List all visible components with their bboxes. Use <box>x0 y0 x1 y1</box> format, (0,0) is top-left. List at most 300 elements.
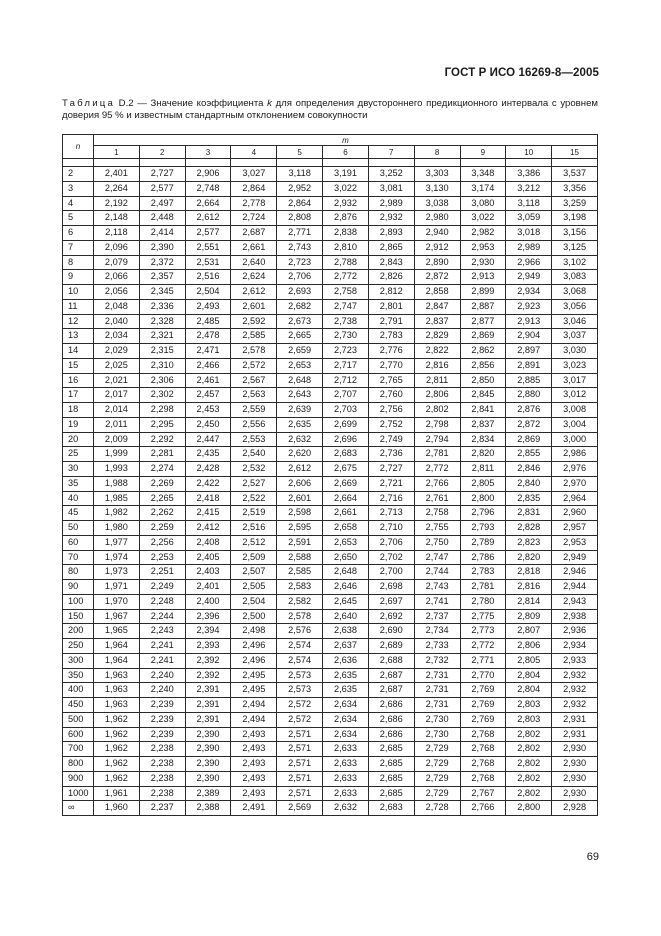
table-cell: 1,962 <box>94 757 140 772</box>
table-cell: 2,388 <box>185 801 231 816</box>
table-cell: 2,769 <box>460 712 506 727</box>
table-cell: 2,512 <box>231 535 277 550</box>
table-cell: 2,522 <box>231 491 277 506</box>
table-cell: 2,773 <box>460 624 506 639</box>
table-cell: 2,418 <box>185 491 231 506</box>
table-cell: 2,756 <box>368 403 414 418</box>
table-cell: 3,046 <box>552 314 598 329</box>
table-cell: 2,496 <box>231 653 277 668</box>
table-cell: 2,755 <box>414 521 460 536</box>
table-cell: 2,812 <box>368 285 414 300</box>
table-cell: 1,971 <box>94 580 140 595</box>
table-row <box>63 270 598 285</box>
table-row <box>63 314 598 329</box>
table-row <box>63 668 598 683</box>
table-cell: 2,843 <box>368 255 414 270</box>
row-n-value: 40 <box>63 491 94 506</box>
table-cell: 2,391 <box>185 683 231 698</box>
table-cell: 2,783 <box>460 565 506 580</box>
table-cell: 2,738 <box>323 314 369 329</box>
table-cell: 2,601 <box>231 299 277 314</box>
row-n-value: 450 <box>63 698 94 713</box>
table-cell: 2,435 <box>185 447 231 462</box>
table-cell: 2,148 <box>94 211 140 226</box>
table-cell: 2,923 <box>506 299 552 314</box>
table-cell: 2,791 <box>368 314 414 329</box>
table-cell: 1,961 <box>94 786 140 801</box>
table-cell: 2,415 <box>185 506 231 521</box>
table-cell: 2,771 <box>277 226 323 241</box>
table-cell: 2,772 <box>460 639 506 654</box>
table-row <box>63 447 598 462</box>
table-cell: 2,505 <box>231 580 277 595</box>
table-cell: 2,500 <box>231 609 277 624</box>
table-cell: 2,574 <box>277 653 323 668</box>
table-cell: 2,706 <box>368 535 414 550</box>
table-cell: 3,080 <box>460 196 506 211</box>
row-n-value: 19 <box>63 417 94 432</box>
table-cell: 2,244 <box>139 609 185 624</box>
table-cell: 2,571 <box>277 742 323 757</box>
table-cell: 2,949 <box>506 270 552 285</box>
table-cell: 2,789 <box>460 535 506 550</box>
row-n-value: 50 <box>63 521 94 536</box>
table-cell: 2,989 <box>506 240 552 255</box>
table-cell: 2,447 <box>185 432 231 447</box>
table-cell: 2,598 <box>277 506 323 521</box>
table-cell: 3,156 <box>552 226 598 241</box>
table-cell: 2,256 <box>139 535 185 550</box>
table-cell: 2,686 <box>368 698 414 713</box>
table-cell: 2,241 <box>139 653 185 668</box>
table-cell: 2,976 <box>552 462 598 477</box>
table-cell: 2,840 <box>506 476 552 491</box>
table-cell: 2,577 <box>185 226 231 241</box>
table-cell: 2,723 <box>277 255 323 270</box>
table-cell: 2,934 <box>552 639 598 654</box>
table-cell: 2,574 <box>277 639 323 654</box>
table-row <box>63 417 598 432</box>
table-cell: 2,904 <box>506 329 552 344</box>
table-cell: 2,770 <box>368 358 414 373</box>
table-cell: 2,936 <box>552 624 598 639</box>
table-cell: 2,408 <box>185 535 231 550</box>
table-cell: 2,025 <box>94 358 140 373</box>
table-cell: 2,251 <box>139 565 185 580</box>
table-row <box>63 167 598 182</box>
table-row <box>63 344 598 359</box>
spacer-cell <box>368 159 414 167</box>
row-n-value: 500 <box>63 712 94 727</box>
table-cell: 2,703 <box>323 403 369 418</box>
table-cell: 2,986 <box>552 447 598 462</box>
table-row <box>63 624 598 639</box>
spacer-row <box>63 159 598 167</box>
table-cell: 2,769 <box>460 683 506 698</box>
table-cell: 2,930 <box>552 771 598 786</box>
table-cell: 2,664 <box>185 196 231 211</box>
table-cell: 3,038 <box>414 196 460 211</box>
table-row <box>63 432 598 447</box>
table-cell: 2,804 <box>506 683 552 698</box>
table-cell: 2,769 <box>460 698 506 713</box>
table-cell: 2,646 <box>323 580 369 595</box>
table-cell: 2,869 <box>506 432 552 447</box>
table-cell: 2,310 <box>139 358 185 373</box>
table-cell: 1,963 <box>94 683 140 698</box>
table-cell: 2,823 <box>506 535 552 550</box>
table-cell: 2,687 <box>231 226 277 241</box>
table-cell: 2,946 <box>552 565 598 580</box>
table-cell: 2,841 <box>460 403 506 418</box>
table-cell: 2,493 <box>185 299 231 314</box>
table-cell: 2,391 <box>185 698 231 713</box>
row-n-value: 35 <box>63 476 94 491</box>
row-n-value: 200 <box>63 624 94 639</box>
table-cell: 2,493 <box>231 742 277 757</box>
table-cell: 2,495 <box>231 668 277 683</box>
table-cell: 2,461 <box>185 373 231 388</box>
table-cell: 2,932 <box>323 196 369 211</box>
table-cell: 2,239 <box>139 712 185 727</box>
table-cell: 2,747 <box>323 299 369 314</box>
table-cell: 2,096 <box>94 240 140 255</box>
table-cell: 3,118 <box>506 196 552 211</box>
table-cell: 2,634 <box>323 698 369 713</box>
table-cell: 2,864 <box>231 181 277 196</box>
table-cell: 2,687 <box>368 668 414 683</box>
table-cell: 2,661 <box>231 240 277 255</box>
table-cell: 2,710 <box>368 521 414 536</box>
table-cell: 2,571 <box>277 727 323 742</box>
table-cell: 2,689 <box>368 639 414 654</box>
table-row <box>63 403 598 418</box>
table-cell: 2,450 <box>185 417 231 432</box>
table-cell: 3,083 <box>552 270 598 285</box>
table-cell: 2,952 <box>277 181 323 196</box>
table-cell: 2,633 <box>323 771 369 786</box>
table-cell: 2,758 <box>323 285 369 300</box>
table-cell: 2,781 <box>460 580 506 595</box>
table-cell: 2,238 <box>139 742 185 757</box>
table-cell: 2,957 <box>552 521 598 536</box>
table-cell: 2,768 <box>460 727 506 742</box>
table-cell: 2,811 <box>460 462 506 477</box>
table-cell: 2,405 <box>185 550 231 565</box>
table-cell: 2,944 <box>552 580 598 595</box>
table-cell: 2,269 <box>139 476 185 491</box>
table-cell: 2,572 <box>277 712 323 727</box>
table-cell: 2,632 <box>277 432 323 447</box>
table-cell: 2,494 <box>231 698 277 713</box>
table-cell: 2,783 <box>368 329 414 344</box>
table-cell: 2,249 <box>139 580 185 595</box>
table-cell: 3,081 <box>368 181 414 196</box>
spacer-cell <box>552 159 598 167</box>
table-cell: 2,802 <box>506 727 552 742</box>
table-row <box>63 727 598 742</box>
table-cell: 2,238 <box>139 786 185 801</box>
table-cell: 2,422 <box>185 476 231 491</box>
table-cell: 2,497 <box>139 196 185 211</box>
table-cell: 2,885 <box>506 373 552 388</box>
table-cell: 2,781 <box>414 447 460 462</box>
table-cell: 1,980 <box>94 521 140 536</box>
table-cell: 2,982 <box>460 226 506 241</box>
table-cell: 2,653 <box>323 535 369 550</box>
table-cell: 2,428 <box>185 462 231 477</box>
column-header-m: 7 <box>368 146 414 159</box>
table-cell: 2,686 <box>368 712 414 727</box>
table-cell: 2,805 <box>460 476 506 491</box>
column-header-m: 4 <box>231 146 277 159</box>
spacer-cell <box>94 159 140 167</box>
table-cell: 2,633 <box>323 742 369 757</box>
table-cell: 2,706 <box>277 270 323 285</box>
table-row <box>63 639 598 654</box>
table-cell: 2,700 <box>368 565 414 580</box>
table-cell: 2,696 <box>323 432 369 447</box>
table-cell: 2,401 <box>94 167 140 182</box>
table-row <box>63 801 598 816</box>
table-cell: 2,931 <box>552 712 598 727</box>
table-cell: 2,495 <box>231 683 277 698</box>
table-cell: 2,712 <box>323 373 369 388</box>
table-cell: 2,811 <box>414 373 460 388</box>
table-cell: 2,798 <box>414 417 460 432</box>
table-row <box>63 373 598 388</box>
row-n-value: 100 <box>63 594 94 609</box>
table-cell: 2,855 <box>506 447 552 462</box>
table-cell: 2,643 <box>277 388 323 403</box>
table-cell: 2,761 <box>414 491 460 506</box>
table-cell: 2,632 <box>323 801 369 816</box>
table-cell: 2,847 <box>414 299 460 314</box>
table-cell: 2,856 <box>460 358 506 373</box>
table-cell: 2,864 <box>277 196 323 211</box>
table-cell: 2,240 <box>139 683 185 698</box>
table-cell: 2,772 <box>323 270 369 285</box>
table-cell: 2,345 <box>139 285 185 300</box>
table-cell: 3,537 <box>552 167 598 182</box>
table-cell: 2,970 <box>552 476 598 491</box>
row-n-value: 4 <box>63 196 94 211</box>
row-n-value: 2 <box>63 167 94 182</box>
table-cell: 2,298 <box>139 403 185 418</box>
table-cell: 2,519 <box>231 506 277 521</box>
table-cell: 3,056 <box>552 299 598 314</box>
table-row <box>63 181 598 196</box>
table-cell: 2,572 <box>231 358 277 373</box>
table-cell: 2,768 <box>460 742 506 757</box>
table-cell: 2,758 <box>414 506 460 521</box>
table-cell: 2,730 <box>323 329 369 344</box>
column-header-m: 10 <box>506 146 552 159</box>
table-cell: 2,240 <box>139 668 185 683</box>
table-cell: 2,930 <box>552 786 598 801</box>
table-cell: 3,022 <box>460 211 506 226</box>
table-cell: 2,771 <box>460 653 506 668</box>
table-cell: 3,023 <box>552 358 598 373</box>
table-cell: 3,004 <box>552 417 598 432</box>
table-cell: 1,967 <box>94 609 140 624</box>
table-cell: 2,697 <box>368 594 414 609</box>
table-cell: 2,685 <box>368 771 414 786</box>
table-cell: 2,838 <box>323 226 369 241</box>
table-cell: 2,692 <box>368 609 414 624</box>
table-cell: 2,731 <box>414 698 460 713</box>
table-row <box>63 757 598 772</box>
table-cell: 2,816 <box>414 358 460 373</box>
table-row <box>63 594 598 609</box>
table-cell: 1,962 <box>94 742 140 757</box>
table-cell: 2,685 <box>368 786 414 801</box>
row-n-value: 15 <box>63 358 94 373</box>
table-cell: 2,571 <box>277 786 323 801</box>
table-cell: 2,498 <box>231 624 277 639</box>
table-cell: 2,253 <box>139 550 185 565</box>
table-cell: 2,814 <box>506 594 552 609</box>
table-cell: 1,973 <box>94 565 140 580</box>
table-cell: 2,527 <box>231 476 277 491</box>
table-row <box>63 358 598 373</box>
table-cell: 2,567 <box>231 373 277 388</box>
table-cell: 2,724 <box>231 211 277 226</box>
table-row <box>63 240 598 255</box>
row-n-value: 400 <box>63 683 94 698</box>
row-n-value: 60 <box>63 535 94 550</box>
table-cell: 2,573 <box>277 668 323 683</box>
table-cell: 2,828 <box>506 521 552 536</box>
table-cell: 2,876 <box>506 403 552 418</box>
table-cell: 2,721 <box>368 476 414 491</box>
table-cell: 2,729 <box>414 757 460 772</box>
table-cell: 2,648 <box>277 373 323 388</box>
table-cell: 2,392 <box>185 653 231 668</box>
row-n-value: 300 <box>63 653 94 668</box>
table-cell: 2,274 <box>139 462 185 477</box>
table-cell: 2,707 <box>323 388 369 403</box>
table-cell: 2,661 <box>323 506 369 521</box>
table-cell: 2,741 <box>414 594 460 609</box>
table-cell: 2,491 <box>231 801 277 816</box>
table-cell: 2,897 <box>506 344 552 359</box>
spacer-cell <box>323 159 369 167</box>
table-cell: 3,252 <box>368 167 414 182</box>
table-cell: 2,612 <box>185 211 231 226</box>
table-cell: 3,348 <box>460 167 506 182</box>
table-cell: 2,837 <box>414 314 460 329</box>
table-cell: 2,493 <box>231 757 277 772</box>
table-cell: 2,585 <box>277 565 323 580</box>
table-cell: 3,000 <box>552 432 598 447</box>
table-cell: 2,800 <box>460 491 506 506</box>
row-n-value: 25 <box>63 447 94 462</box>
table-cell: 2,802 <box>506 742 552 757</box>
table-cell: 2,801 <box>368 299 414 314</box>
table-cell: 2,816 <box>506 580 552 595</box>
table-cell: 2,582 <box>277 594 323 609</box>
table-cell: 2,675 <box>323 462 369 477</box>
table-cell: 2,578 <box>277 609 323 624</box>
table-cell: 2,401 <box>185 580 231 595</box>
table-row <box>63 786 598 801</box>
row-n-value: 11 <box>63 299 94 314</box>
table-cell: 2,637 <box>323 639 369 654</box>
row-n-value: 7 <box>63 240 94 255</box>
table-cell: 2,585 <box>231 329 277 344</box>
table-cell: 2,752 <box>368 417 414 432</box>
table-cell: 2,786 <box>460 550 506 565</box>
table-cell: 2,835 <box>506 491 552 506</box>
table-cell: 2,507 <box>231 565 277 580</box>
table-cell: 2,493 <box>231 786 277 801</box>
table-cell: 1,962 <box>94 712 140 727</box>
table-cell: 2,934 <box>506 285 552 300</box>
table-cell: 3,037 <box>552 329 598 344</box>
page-number: 69 <box>586 851 599 863</box>
table-cell: 2,806 <box>414 388 460 403</box>
table-cell: 3,386 <box>506 167 552 182</box>
table-row <box>63 683 598 698</box>
table-cell: 2,014 <box>94 403 140 418</box>
table-cell: 2,516 <box>185 270 231 285</box>
table-cell: 2,809 <box>506 609 552 624</box>
row-n-value: 150 <box>63 609 94 624</box>
table-cell: 2,826 <box>368 270 414 285</box>
table-row <box>63 196 598 211</box>
table-cell: 2,612 <box>277 462 323 477</box>
table-cell: 2,949 <box>552 550 598 565</box>
table-cell: 2,891 <box>506 358 552 373</box>
row-n-value: 1000 <box>63 786 94 801</box>
table-cell: 1,988 <box>94 476 140 491</box>
table-cell: 2,390 <box>185 771 231 786</box>
table-cell: 2,493 <box>231 727 277 742</box>
column-header-m: 6 <box>323 146 369 159</box>
table-cell: 3,068 <box>552 285 598 300</box>
table-cell: 2,635 <box>277 417 323 432</box>
column-header-row <box>63 146 598 159</box>
table-cell: 2,980 <box>414 211 460 226</box>
table-cell: 2,772 <box>414 462 460 477</box>
table-cell: 2,796 <box>460 506 506 521</box>
column-header-m: 1 <box>94 146 140 159</box>
table-cell: 2,066 <box>94 270 140 285</box>
table-cell: 2,238 <box>139 771 185 786</box>
table-cell: 2,729 <box>414 786 460 801</box>
table-cell: 2,448 <box>139 211 185 226</box>
table-cell: 2,804 <box>506 668 552 683</box>
table-cell: 2,634 <box>323 712 369 727</box>
spacer-cell <box>63 159 94 167</box>
table-cell: 2,633 <box>323 786 369 801</box>
table-cell: 2,818 <box>506 565 552 580</box>
table-cell: 1,977 <box>94 535 140 550</box>
table-cell: 2,496 <box>231 639 277 654</box>
column-header-m: 9 <box>460 146 506 159</box>
table-cell: 2,665 <box>277 329 323 344</box>
table-cell: 2,788 <box>323 255 369 270</box>
table-cell: 2,403 <box>185 565 231 580</box>
table-cell: 2,989 <box>368 196 414 211</box>
table-cell: 2,702 <box>368 550 414 565</box>
table-cell: 2,729 <box>414 742 460 757</box>
table-cell: 2,768 <box>460 757 506 772</box>
table-cell: 1,963 <box>94 698 140 713</box>
row-n-value: 12 <box>63 314 94 329</box>
table-cell: 2,778 <box>231 196 277 211</box>
